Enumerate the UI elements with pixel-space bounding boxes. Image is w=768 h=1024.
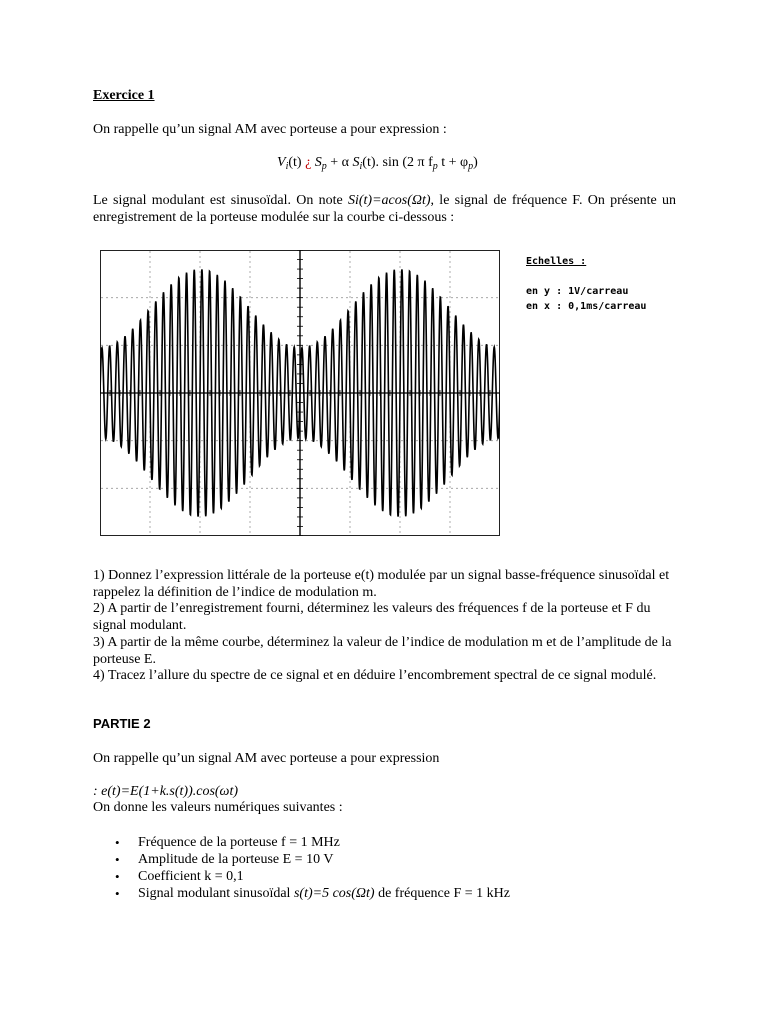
bullet-modulant: • Signal modulant sinusoïdal s(t)=5 cos(Ωt) de fréquence F = 1 kHz xyxy=(93,885,510,902)
partie2-formula: : e(t)=E(1+k.s(t)).cos(ωt) xyxy=(93,784,238,799)
am-formula: $V_i(t)$ ¿ $S_p + \alpha$ $S_i(t)$. sin (2 π $f_p$ $t + \varphi_p$) xyxy=(277,155,478,172)
bullet-amplitude: • Amplitude de la porteuse E = 10 V xyxy=(93,851,510,868)
questions-list xyxy=(93,568,683,685)
scale-x: en x : 0,1ms/carreau xyxy=(526,301,647,312)
question-4: 4) Tracez l’allure du spectre de ce signal et en déduire l’encombrement spectral de ce signal modulé. xyxy=(93,668,657,684)
signal-paragraph: Le signal modulant est sinusoïdal. On note Si(t)=acos(Ωt), le signal de fréquence F. On présente un enregistrement de la porteuse modulée sur la courbe ci-dessous : xyxy=(93,193,677,225)
partie2-intro: On rappelle qu’un signal AM avec porteuse a pour expression xyxy=(93,751,440,766)
modulant-formula: Si(t)=acos(Ωt) xyxy=(347,193,431,208)
intro-text: On rappelle qu’un signal AM avec porteuse a pour expression : xyxy=(93,122,447,137)
question-1: 1) Donnez l’expression littérale de la porteuse e(t) modulée par un signal basse-fréquence sinusoïdal et rappelez la définition de l’indice de modulation m. xyxy=(93,568,670,600)
scale-y: en y : 1V/carreau xyxy=(526,286,629,297)
values-intro: On donne les valeurs numériques suivantes : xyxy=(93,800,343,815)
question-3: 3) A partir de la même courbe, déterminez la valeur de l’indice de modulation m et de l’amplitude de la porteuse E. xyxy=(93,634,672,667)
question-2: 2) A partir de l’enregistrement fourni, déterminez les valeurs des fréquences f de la porteuse et F du signal modulant. xyxy=(93,601,651,634)
values-list xyxy=(93,834,510,902)
bullet-coefficient: • Coefficient k = 0,1 xyxy=(93,868,510,885)
exercise-title: Exercice 1 xyxy=(93,88,155,103)
partie2-title: PARTIE 2 xyxy=(93,716,151,731)
bullet-frequency: • Fréquence de la porteuse f = 1 MHz xyxy=(93,834,510,851)
oscillogram xyxy=(100,250,500,536)
scales-heading: Echelles : xyxy=(526,256,587,267)
